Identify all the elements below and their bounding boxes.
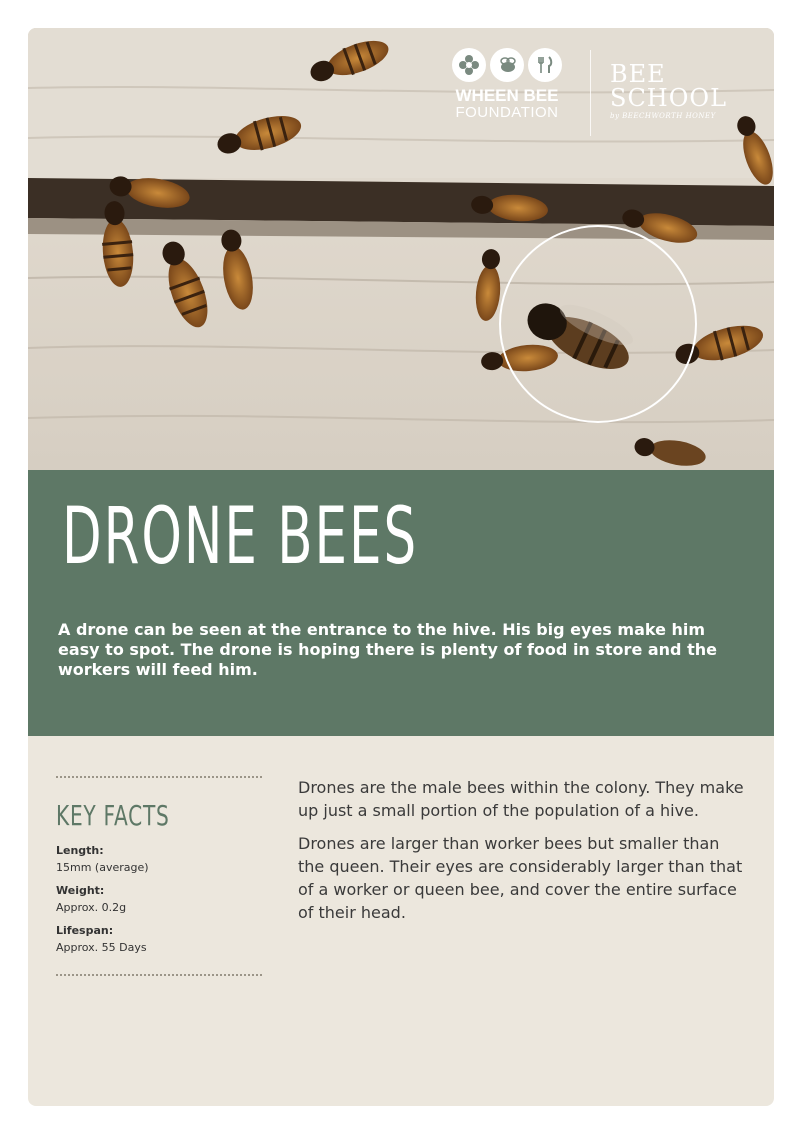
flower-icon <box>452 48 486 82</box>
logo-lockup <box>442 48 752 138</box>
description-paragraph: Drones are larger than worker bees but smaller than the queen. Their eyes are considerably larger than that of a worker or queen bee, and cover the entire surface of their head. <box>298 834 743 922</box>
fact-weight <box>56 884 262 914</box>
key-facts-panel <box>56 776 262 976</box>
wheen-bee-name: WHEEN BEE <box>455 86 559 105</box>
bee-school-line1: BEE <box>610 60 666 88</box>
key-facts-heading: KEY FACTS <box>56 799 170 832</box>
fact-label: Length: <box>56 844 104 857</box>
page-title: DRONE BEES <box>62 492 419 582</box>
bee-school-logo <box>610 62 727 120</box>
bee-school-line2: SCHOOL <box>610 84 728 112</box>
fact-card <box>28 28 774 1106</box>
dotted-divider-bottom <box>56 974 262 976</box>
logo-divider <box>590 50 591 136</box>
fact-label: Lifespan: <box>56 924 114 937</box>
cutlery-icon <box>528 48 562 82</box>
fact-length <box>56 844 262 874</box>
fact-label: Weight: <box>56 884 105 897</box>
fact-value: Approx. 55 Days <box>56 941 147 954</box>
fact-value: Approx. 0.2g <box>56 901 127 914</box>
description-body <box>298 776 748 934</box>
dotted-divider-top <box>56 776 262 778</box>
bee-school-tagline: by BEECHWORTH HONEY <box>610 112 716 120</box>
description-paragraph: Drones are the male bees within the colony. They make up just a small portion of the population of a hive. <box>298 778 744 820</box>
hive-entrance-photo <box>28 28 774 470</box>
bee-icon <box>490 48 524 82</box>
fact-value: 15mm (average) <box>56 861 149 874</box>
fact-lifespan <box>56 924 262 954</box>
foundation-name: FOUNDATION <box>455 104 559 121</box>
wheen-bee-foundation-logo <box>442 48 572 121</box>
intro-text: A drone can be seen at the entrance to the hive. His big eyes make him easy to spot. The drone is hoping there is plenty of food in store and the workers will feed him. <box>58 620 717 679</box>
title-banner <box>28 470 774 736</box>
